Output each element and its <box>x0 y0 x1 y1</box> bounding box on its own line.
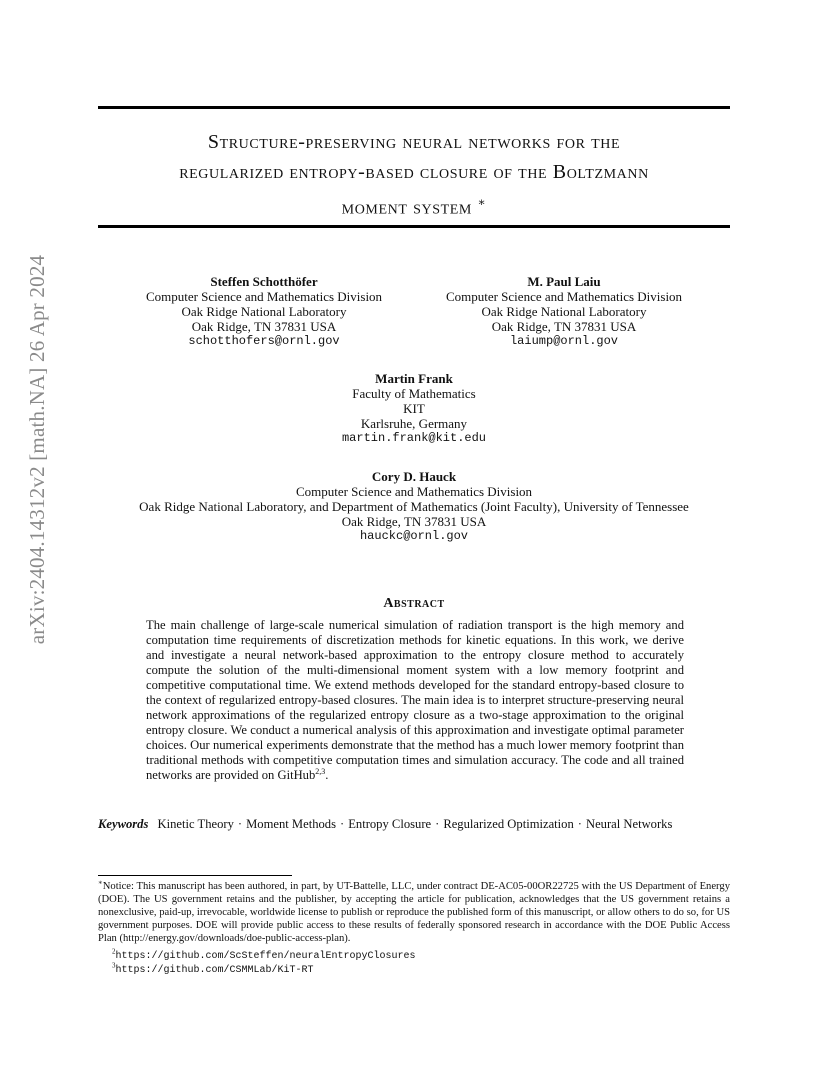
abstract-heading: Abstract <box>383 596 445 611</box>
author-name: Steffen Schotthöfer <box>210 274 318 289</box>
title-bottom-rule <box>98 225 730 228</box>
keyword-separator: · <box>237 817 243 831</box>
author-affiliation: KIT <box>403 401 425 416</box>
author-email[interactable]: laiump@ornl.gov <box>509 334 619 348</box>
footnote-github-repo <box>112 949 416 963</box>
keyword: Moment Methods <box>246 817 336 831</box>
author-name: Cory D. Hauck <box>371 469 457 484</box>
author-affiliation: Computer Science and Mathematics Division <box>445 289 683 304</box>
footnote-link[interactable]: https://github.com/CSMMLab/KiT-RT <box>115 965 314 976</box>
author-email[interactable]: hauckc@ornl.gov <box>359 529 469 543</box>
footnote-notice <box>98 880 730 945</box>
title-footnote-mark: ∗ <box>477 195 487 209</box>
title-line-1: Structure-preserving neural networks for the <box>207 131 621 153</box>
author-email[interactable]: schotthofers@ornl.gov <box>188 334 340 348</box>
author-name: M. Paul Laiu <box>527 274 601 289</box>
footnote-mark: 3 <box>112 961 116 970</box>
keyword: Kinetic Theory <box>157 817 234 831</box>
author-location: Oak Ridge, TN 37831 USA <box>491 319 637 334</box>
keyword-separator: · <box>340 817 345 831</box>
author-affiliation: Oak Ridge National Laboratory <box>181 304 347 319</box>
author-block <box>430 274 698 349</box>
title-line-3: moment system ∗ <box>341 195 487 219</box>
keyword-separator: · <box>435 817 440 831</box>
footnote-reference[interactable]: 2,3 <box>315 766 326 776</box>
footnote-text: Notice: This manuscript has been authored, in part, by UT-Battelle, LLC, under contract DE-AC05-00OR22725 with the US Department of Energy (DOE). The US government retains and the publisher, by accepting the article for publication, acknowledges that the US government retains a nonexclusive, paid-up, irrevocable, worldwide license to publish or reproduce the published form of this manuscript, or allow others to do so, for US government purposes. DOE will provide public access to these results of federally sponsored research in accordance with the DOE Public Access Plan (http://energy.gov/downloads/doe-public-access-plan). <box>98 881 730 944</box>
author-affiliation: Oak Ridge National Laboratory, and Department of Mathematics (Joint Faculty), University of Tennessee <box>139 499 689 514</box>
keyword: Entropy Closure <box>348 817 432 831</box>
keyword: Neural Networks <box>585 817 673 831</box>
author-affiliation: Oak Ridge National Laboratory <box>481 304 647 319</box>
abstract-text: The main challenge of large-scale numerical simulation of radiation transport is the high memory and computation time requirements of discretization methods for kinetic equations. In this work, we derive and investigate a neural network-based approximation to the entropy closure method to accurately compute the solution of the multi-dimensional moment system with a low memory footprint and competitive computational time. We extend methods developed for the standard entropy-based closure to the context of regularized entropy-based closures. The main idea is to interpret structure-preserving neural network approximations of the regularized entropy closure as a two-stage approximation to the original entropy closure. We conduct a numerical analysis of this approximation and investigate optimal parameter choices. Our numerical experiments demonstrate that the method has a much lower memory footprint than traditional methods with competitive computation times and simulation accuracy. The code and all trained networks are provided on GitHub$^{2,3}$. <box>146 618 684 782</box>
footnote-github-repo <box>112 963 314 977</box>
title-top-rule <box>98 106 730 109</box>
author-affiliation: Computer Science and Mathematics Division <box>145 289 383 304</box>
footnote-mark: 2 <box>112 947 116 956</box>
footnote-link[interactable]: https://github.com/ScSteffen/neuralEntropyClosures <box>115 951 416 962</box>
keyword: Regularized Optimization <box>443 817 574 831</box>
author-block <box>130 274 398 349</box>
footnote-mark: ∗ <box>98 878 103 887</box>
author-email[interactable]: martin.frank@kit.edu <box>341 431 487 445</box>
keywords <box>98 817 738 832</box>
author-block <box>264 371 564 446</box>
arxiv-identifier <box>24 254 52 644</box>
author-affiliation: Computer Science and Mathematics Division <box>295 484 533 499</box>
keywords-label: Keywords <box>98 817 149 831</box>
author-name: Martin Frank <box>375 371 453 386</box>
keyword-separator: · <box>577 817 582 831</box>
arxiv-identifier-text: arXiv:2404.14312v2 [math.NA] 26 Apr 2024 <box>25 254 50 644</box>
author-location: Oak Ridge, TN 37831 USA <box>191 319 337 334</box>
paper-title <box>98 127 730 223</box>
author-affiliation: Faculty of Mathematics <box>352 386 476 401</box>
author-location: Karlsruhe, Germany <box>360 416 468 431</box>
title-line-2: regularized entropy-based closure of the Boltzmann <box>179 161 649 183</box>
author-block <box>100 469 728 544</box>
author-location: Oak Ridge, TN 37831 USA <box>341 514 487 529</box>
footnote-divider <box>98 875 292 876</box>
